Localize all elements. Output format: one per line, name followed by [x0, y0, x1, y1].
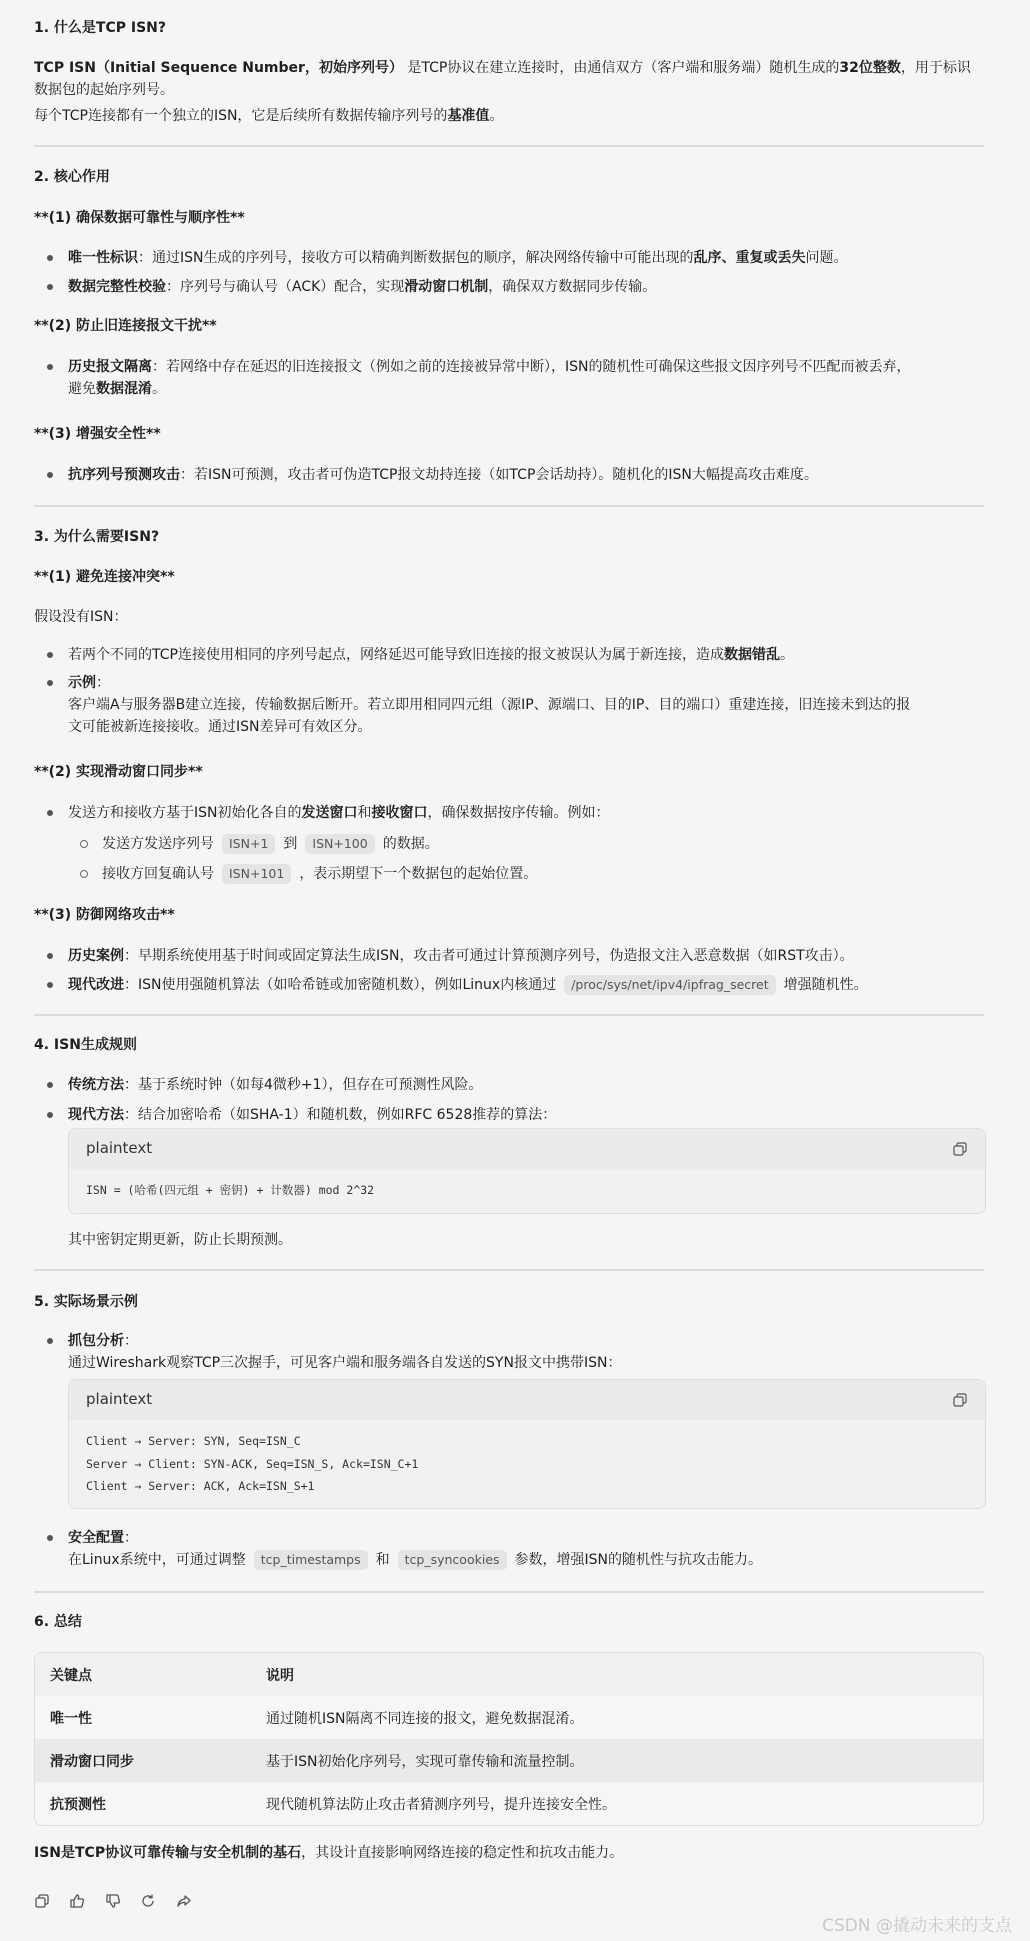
refresh-icon[interactable]	[140, 1893, 156, 1909]
table-row	[35, 1696, 983, 1739]
s2-subheading-2: **(2) 防止旧连接报文干扰**	[34, 318, 217, 334]
table-cell: 现代随机算法防止攻击者猜测序列号，提升连接安全性。	[251, 1782, 983, 1825]
list-item: 唯一性标识：通过ISN生成的序列号，接收方可以精确判断数据包的顺序，解决网络传输中可能出现的乱序、重复或丢失问题。	[68, 247, 978, 269]
s3-subheading-2: **(2) 实现滑动窗口同步**	[34, 764, 203, 780]
list-item: 示例： 客户端A与服务器B建立连接，传输数据后断开。若立即用相同四元组（源IP、源端口、目的IP、目的端口）重建连接，旧连接未到达的报 文可能被新连接接收。通过ISN差异可有效区分。	[68, 672, 978, 738]
code-content: Client → Server: SYN, Seq=ISN_C Server → Client: SYN-ACK, Seq=ISN_S, Ack=ISN_C+1 Client → Server: ACK, Ack=ISN_S+1	[86, 1434, 419, 1493]
code-content: ISN = (哈希(四元组 + 密钥) + 计数器) mod 2^32	[86, 1183, 375, 1197]
list-item: 发送方发送序列号 ISN+1 到 ISN+100 的数据。	[102, 833, 1012, 855]
inline-code: ISN+100	[305, 834, 374, 854]
table-header: 说明	[251, 1653, 983, 1696]
list-item: 历史报文隔离：若网络中存在延迟的旧连接报文（例如之前的连接被异常中断），ISN的随机性可确保这些报文因序列号不匹配而被丢弃， 避免数据混淆。	[68, 356, 978, 400]
divider	[34, 145, 984, 147]
list-item: 现代方法：结合加密哈希（如SHA-1）和随机数，例如RFC 6528推荐的算法：	[68, 1104, 978, 1126]
divider	[34, 1014, 984, 1016]
message-actions	[34, 1893, 207, 1913]
thumbs-down-icon[interactable]	[105, 1893, 121, 1909]
s3-subheading-1: **(1) 避免连接冲突**	[34, 569, 175, 585]
section-heading-5: 5. 实际场景示例	[34, 1294, 138, 1310]
code-language-label: plaintext	[86, 1390, 153, 1408]
section-heading-6: 6. 总结	[34, 1614, 82, 1630]
copy-icon[interactable]	[953, 1142, 967, 1156]
section-heading-1: 1. 什么是TCP ISN?	[34, 20, 167, 36]
code-block	[68, 1379, 986, 1509]
list-item: 历史案例：早期系统使用基于时间或固定算法生成ISN，攻击者可通过计算预测序列号，伪造报文注入恶意数据（如RST攻击）。	[68, 945, 978, 967]
table-row	[35, 1739, 983, 1782]
divider	[34, 1591, 984, 1593]
code-block	[68, 1128, 986, 1214]
list-item: 现代改进：ISN使用强随机算法（如哈希链或加密随机数），例如Linux内核通过 /proc/sys/net/ipv4/ipfrag_secret 增强随机性。	[68, 974, 978, 996]
section-heading-4: 4. ISN生成规则	[34, 1037, 137, 1053]
list-item: 数据完整性校验：序列号与确认号（ACK）配合，实现滑动窗口机制，确保双方数据同步传输。	[68, 276, 978, 298]
summary-table	[34, 1652, 984, 1826]
s1-paragraph-2: 每个TCP连接都有一个独立的ISN，它是后续所有数据传输序列号的基准值。	[34, 108, 504, 124]
list-item: 若两个不同的TCP连接使用相同的序列号起点，网络延迟可能导致旧连接的报文被误认为属于新连接，造成数据错乱。	[68, 644, 978, 666]
section-heading-2: 2. 核心作用	[34, 169, 110, 185]
list-item: 接收方回复确认号 ISN+101 ，表示期望下一个数据包的起始位置。	[102, 863, 1012, 885]
inline-code: ISN+101	[222, 864, 291, 884]
divider	[34, 1269, 984, 1271]
list-item: 抓包分析： 通过Wireshark观察TCP三次握手，可见客户端和服务端各自发送的SYN报文中携带ISN：	[68, 1330, 978, 1374]
code-language-label: plaintext	[86, 1139, 153, 1157]
final-summary: ISN是TCP协议可靠传输与安全机制的基石，其设计直接影响网络连接的稳定性和抗攻击能力。	[34, 1845, 624, 1861]
thumbs-up-icon[interactable]	[69, 1893, 85, 1909]
code-block-header	[69, 1380, 985, 1420]
code-block-header	[69, 1129, 985, 1169]
inline-code: tcp_syncookies	[398, 1550, 507, 1570]
watermark: CSDN @撬动未来的支点	[822, 1916, 1012, 1936]
copy-icon[interactable]	[34, 1893, 50, 1909]
table-cell: 滑动窗口同步	[35, 1739, 251, 1782]
table-row	[35, 1782, 983, 1825]
section-heading-3: 3. 为什么需要ISN?	[34, 529, 160, 545]
s3-subheading-3: **(3) 防御网络攻击**	[34, 907, 175, 923]
share-icon[interactable]	[176, 1893, 192, 1909]
list-item: 发送方和接收方基于ISN初始化各自的发送窗口和接收窗口，确保数据按序传输。例如：	[68, 802, 978, 824]
inline-code: ISN+1	[222, 834, 275, 854]
inline-code: tcp_timestamps	[254, 1550, 368, 1570]
table-cell: 唯一性	[35, 1696, 251, 1739]
list-item: 抗序列号预测攻击：若ISN可预测，攻击者可伪造TCP报文劫持连接（如TCP会话劫持）。随机化的ISN大幅提高攻击难度。	[68, 464, 978, 486]
list-item: 传统方法：基于系统时钟（如每4微秒+1），但存在可预测性风险。	[68, 1074, 978, 1096]
divider	[34, 505, 984, 507]
s2-subheading-3: **(3) 增强安全性**	[34, 426, 161, 442]
s2-subheading-1: **(1) 确保数据可靠性与顺序性**	[34, 210, 245, 226]
s3-intro: 假设没有ISN：	[34, 609, 128, 625]
table-cell: 抗预测性	[35, 1782, 251, 1825]
table-cell: 基于ISN初始化序列号，实现可靠传输和流量控制。	[251, 1739, 983, 1782]
table-cell: 通过随机ISN隔离不同连接的报文，避免数据混淆。	[251, 1696, 983, 1739]
copy-icon[interactable]	[953, 1393, 967, 1407]
s4-after-code: 其中密钥定期更新，防止长期预测。	[68, 1232, 292, 1248]
s1-paragraph-1: TCP ISN（Initial Sequence Number，初始序列号） 是TCP协议在建立连接时，由通信双方（客户端和服务端）随机生成的32位整数，用于标识 数据包的起始序列号。	[34, 60, 971, 98]
list-item: 安全配置： 在Linux系统中，可通过调整 tcp_timestamps 和 tcp_syncookies 参数，增强ISN的随机性与抗攻击能力。	[68, 1527, 978, 1571]
table-header: 关键点	[35, 1653, 251, 1696]
inline-code: /proc/sys/net/ipv4/ipfrag_secret	[564, 975, 775, 995]
